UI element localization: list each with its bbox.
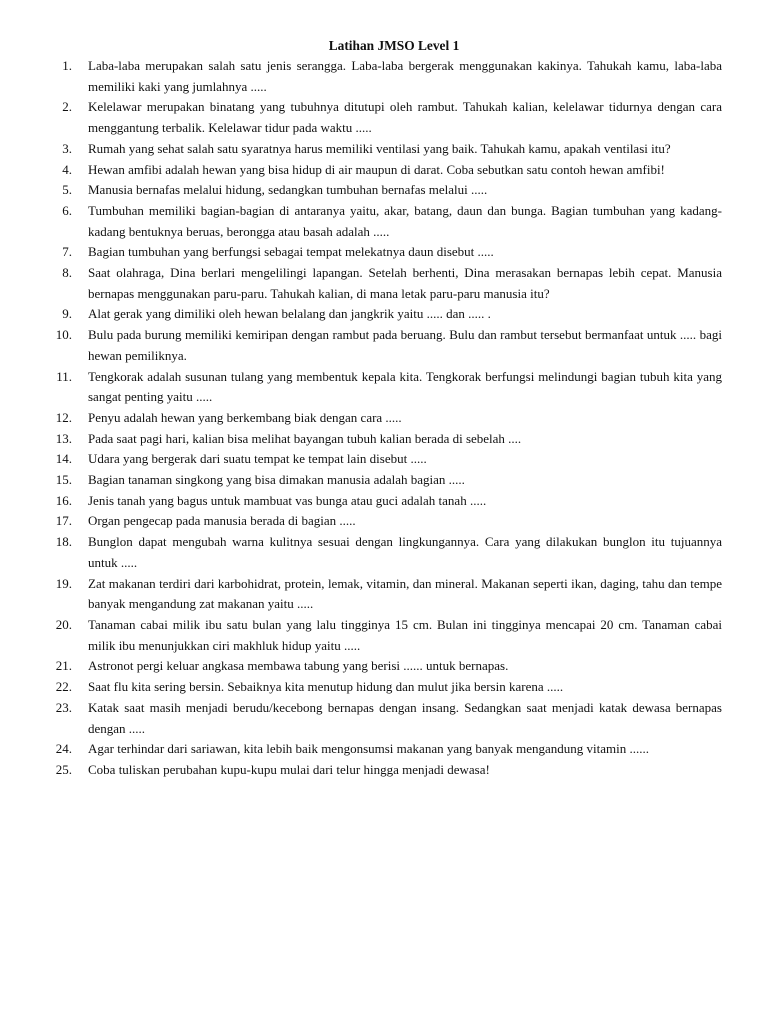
question-item: [46, 408, 722, 429]
question-text: Saat flu kita sering bersin. Sebaiknya kita menutup hidung dan mulut jika bersin karena .....: [88, 679, 564, 695]
question-text: Agar terhindar dari sariawan, kita lebih baik mengonsumsi makanan yang banyak mengandung vitamin ......: [88, 741, 650, 757]
question-item: [46, 760, 722, 781]
question-number: 8.: [62, 265, 72, 281]
question-item: [46, 263, 722, 304]
question-text: Bagian tumbuhan yang berfungsi sebagai tempat melekatnya daun disebut .....: [88, 244, 494, 260]
question-text: Alat gerak yang dimiliki oleh hewan belalang dan jangkrik yaitu ..... dan ..... .: [88, 306, 491, 322]
question-text: Jenis tanah yang bagus untuk mambuat vas bunga atau guci adalah tanah .....: [88, 492, 487, 508]
question-item: [46, 160, 722, 181]
question-number: 16.: [55, 492, 72, 508]
question-number: 23.: [55, 699, 72, 715]
question-number: 15.: [55, 472, 72, 488]
question-number: 6.: [62, 202, 72, 218]
question-text: Bagian tanaman singkong yang bisa dimakan manusia adalah bagian .....: [88, 472, 465, 488]
question-number: 3.: [62, 140, 72, 156]
question-text: Bulu pada burung memiliki kemiripan dengan rambut pada beruang. Bulu dan rambut tersebut bermanfaat untuk ..... bagi hewan pemiliknya.: [88, 327, 722, 363]
question-number: 7.: [62, 244, 72, 260]
question-number: 13.: [55, 430, 72, 446]
question-text: Rumah yang sehat salah satu syaratnya harus memiliki ventilasi yang baik. Tahukah kamu, apakah ventilasi itu?: [88, 140, 671, 156]
question-text: Bunglon dapat mengubah warna kulitnya sesuai dengan lingkungannya. Cara yang dilakukan bunglon itu tujuannya untuk .....: [88, 534, 722, 570]
question-number: 11.: [56, 368, 72, 384]
question-text: Pada saat pagi hari, kalian bisa melihat bayangan tubuh kalian berada di sebelah ....: [88, 430, 522, 446]
question-number: 12.: [55, 409, 72, 425]
question-number: 21.: [55, 658, 72, 674]
question-list: [46, 56, 722, 781]
question-text: Zat makanan terdiri dari karbohidrat, protein, lemak, vitamin, dan mineral. Makanan seperti ikan, daging, tahu dan tempe banyak mengandung zat makanan yaitu .....: [88, 575, 722, 612]
question-item: [46, 449, 722, 470]
question-text: Penyu adalah hewan yang berkembang biak dengan cara .....: [88, 409, 402, 425]
question-item: [46, 470, 722, 491]
question-number: 4.: [62, 161, 72, 177]
question-item: [46, 532, 722, 573]
question-item: [46, 615, 722, 656]
question-number: 20.: [55, 616, 72, 632]
question-item: [46, 304, 722, 325]
question-text: Tengkorak adalah susunan tulang yang membentuk kepala kita. Tengkorak berfungsi melindungi bagian tubuh kita yang sangat penting yaitu .....: [88, 368, 722, 405]
question-number: 18.: [55, 534, 72, 550]
question-item: [46, 242, 722, 263]
question-text: Manusia bernafas melalui hidung, sedangkan tumbuhan bernafas melalui .....: [88, 182, 488, 198]
question-item: [46, 325, 722, 366]
question-item: [46, 511, 722, 532]
question-text: Coba tuliskan perubahan kupu-kupu mulai dari telur hingga menjadi dewasa!: [88, 761, 490, 777]
question-text: Saat olahraga, Dina berlari mengelilingi lapangan. Setelah berhenti, Dina merasakan bernapas lebih cepat. Manusia bernapas menggunakan paru-paru. Tahukah kalian, di mana letak paru-paru manusia itu?: [88, 265, 722, 301]
question-item: [46, 56, 722, 97]
question-item: [46, 367, 722, 408]
question-text: Udara yang bergerak dari suatu tempat ke tempat lain disebut .....: [88, 451, 427, 467]
question-number: 9.: [62, 306, 72, 322]
question-item: [46, 180, 722, 201]
question-text: Tanaman cabai milik ibu satu bulan yang lalu tingginya 15 cm. Bulan ini tingginya mencapai 20 cm. Tanaman cabai milik ibu menunjukkan ciri makhluk hidup yaitu .....: [88, 616, 722, 653]
question-item: [46, 429, 722, 450]
question-number: 1.: [62, 58, 72, 73]
question-item: [46, 491, 722, 512]
question-text: Kelelawar merupakan binatang yang tubuhnya ditutupi oleh rambut. Tahukah kalian, kelelawar tidurnya dengan cara menggantung terbalik. Kelelawar tidur pada waktu .....: [88, 99, 722, 136]
question-item: [46, 574, 722, 615]
question-item: [46, 97, 722, 138]
question-number: 2.: [62, 99, 72, 115]
question-number: 10.: [55, 327, 72, 343]
question-item: [46, 677, 722, 698]
question-number: 22.: [55, 679, 72, 695]
question-item: [46, 139, 722, 160]
question-item: [46, 201, 722, 242]
question-item: [46, 656, 722, 677]
question-number: 17.: [55, 513, 72, 529]
question-number: 19.: [55, 575, 72, 591]
document-title: Latihan JMSO Level 1: [328, 38, 460, 53]
question-text: Katak saat masih menjadi berudu/kecebong bernapas dengan insang. Sedangkan saat menjadi katak dewasa bernapas dengan .....: [88, 699, 722, 736]
question-number: 25.: [55, 761, 72, 777]
question-text: Organ pengecap pada manusia berada di bagian .....: [88, 513, 356, 529]
question-number: 24.: [55, 741, 72, 757]
question-text: Tumbuhan memiliki bagian-bagian di antaranya yaitu, akar, batang, daun dan bunga. Bagian tumbuhan yang kadang-kadang bentuknya beruas, berongga atau basah adalah .....: [88, 202, 722, 239]
question-text: Astronot pergi keluar angkasa membawa tabung yang berisi ...... untuk bernapas.: [88, 658, 509, 674]
question-item: [46, 698, 722, 739]
question-number: 14.: [55, 451, 72, 467]
question-number: 5.: [62, 182, 72, 198]
question-text: Hewan amfibi adalah hewan yang bisa hidup di air maupun di darat. Coba sebutkan satu contoh hewan amfibi!: [88, 161, 665, 177]
question-text: Laba-laba merupakan salah satu jenis serangga. Laba-laba bergerak menggunakan kakinya. Tahukah kamu, laba-laba memiliki kaki yang jumlahnya .....: [88, 58, 722, 94]
question-item: [46, 739, 722, 760]
